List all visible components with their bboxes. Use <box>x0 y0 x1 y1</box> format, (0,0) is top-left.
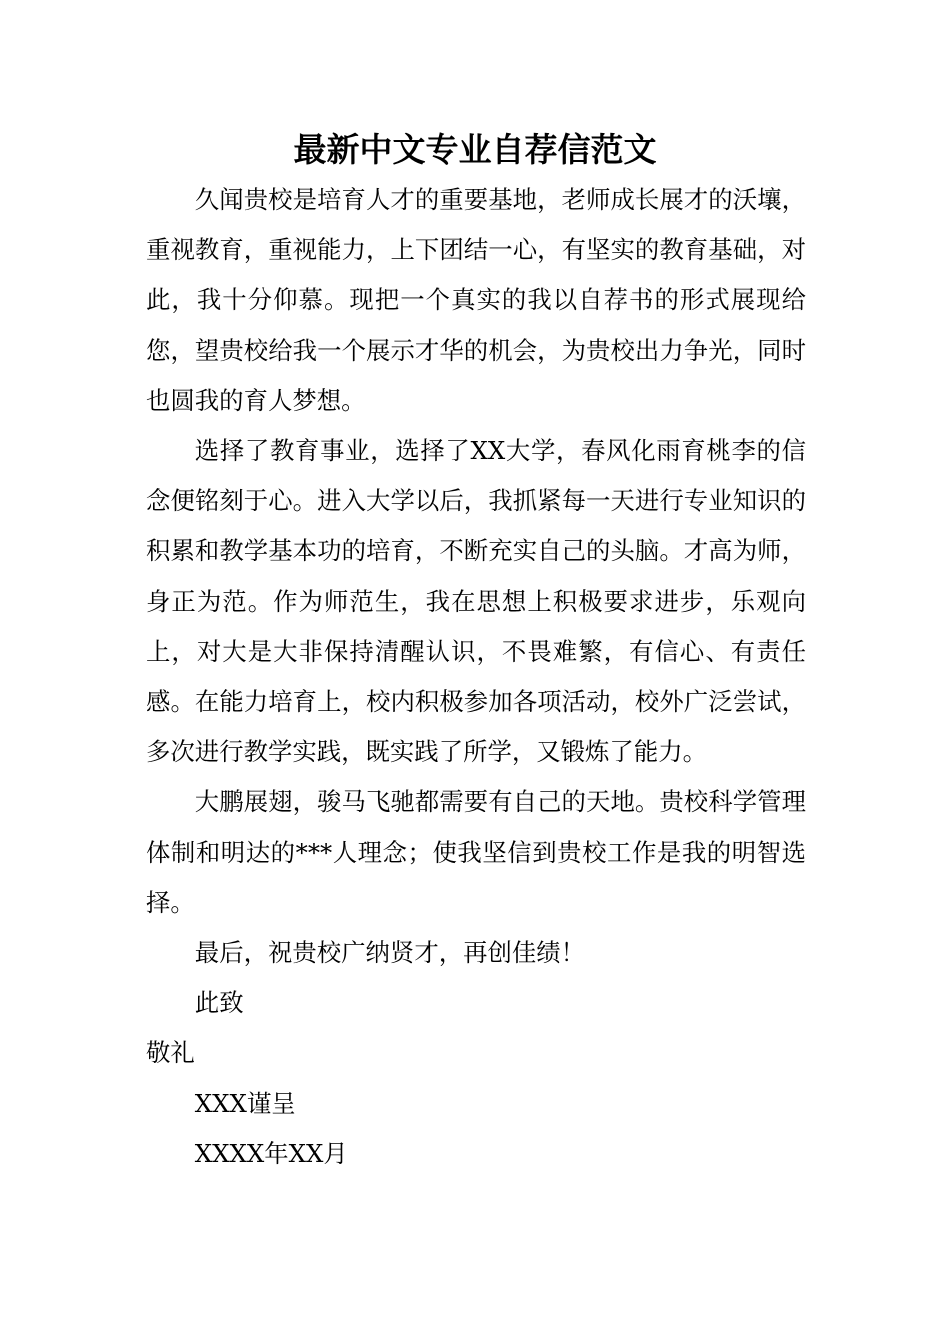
paragraph-wishes: 最后，祝贵校广纳贤才，再创佳绩！ <box>194 938 586 968</box>
signature: XXX谨呈 <box>194 1088 296 1118</box>
closing-salute: 敬礼 <box>146 1038 195 1068</box>
letter-body <box>146 175 806 1179</box>
document-title: 最新中文专业自荐信范文 <box>293 130 657 169</box>
paragraph-intro: 久闻贵校是培育人才的重要基地，老师成长展才的沃壤，重视教育，重视能力，上下团结一心，有坚实的教育基础，对此，我十分仰慕。现把一个真实的我以自荐书的形式展现给您，望贵校给我一个展示才华的机会，为贵校出力争光，同时也圆我的育人梦想。 <box>146 185 806 415</box>
closing-to: 此致 <box>194 988 244 1018</box>
paragraph-education: 选择了教育事业，选择了XX大学，春风化雨育桃李的信念便铭刻于心。进入大学以后，我抓紧每一天进行专业知识的积累和教学基本功的培育，不断充实自己的头脑。才高为师，身正为范。作为师范生，我在思想上积极要求进步，乐观向上，对大是大非保持清醒认识，不畏难繁，有信心、有责任感。在能力培育上，校内积极参加各项活动，校外广泛尝试，多次进行教学实践，既实践了所学，又锻炼了能力。 <box>146 436 806 767</box>
paragraph-choice: 大鹏展翅，骏马飞驰都需要有自己的天地。贵校科学管理体制和明达的***人理念；使我坚信到贵校工作是我的明智选择。 <box>146 787 806 917</box>
date-line: XXXX年XX月 <box>194 1138 348 1168</box>
